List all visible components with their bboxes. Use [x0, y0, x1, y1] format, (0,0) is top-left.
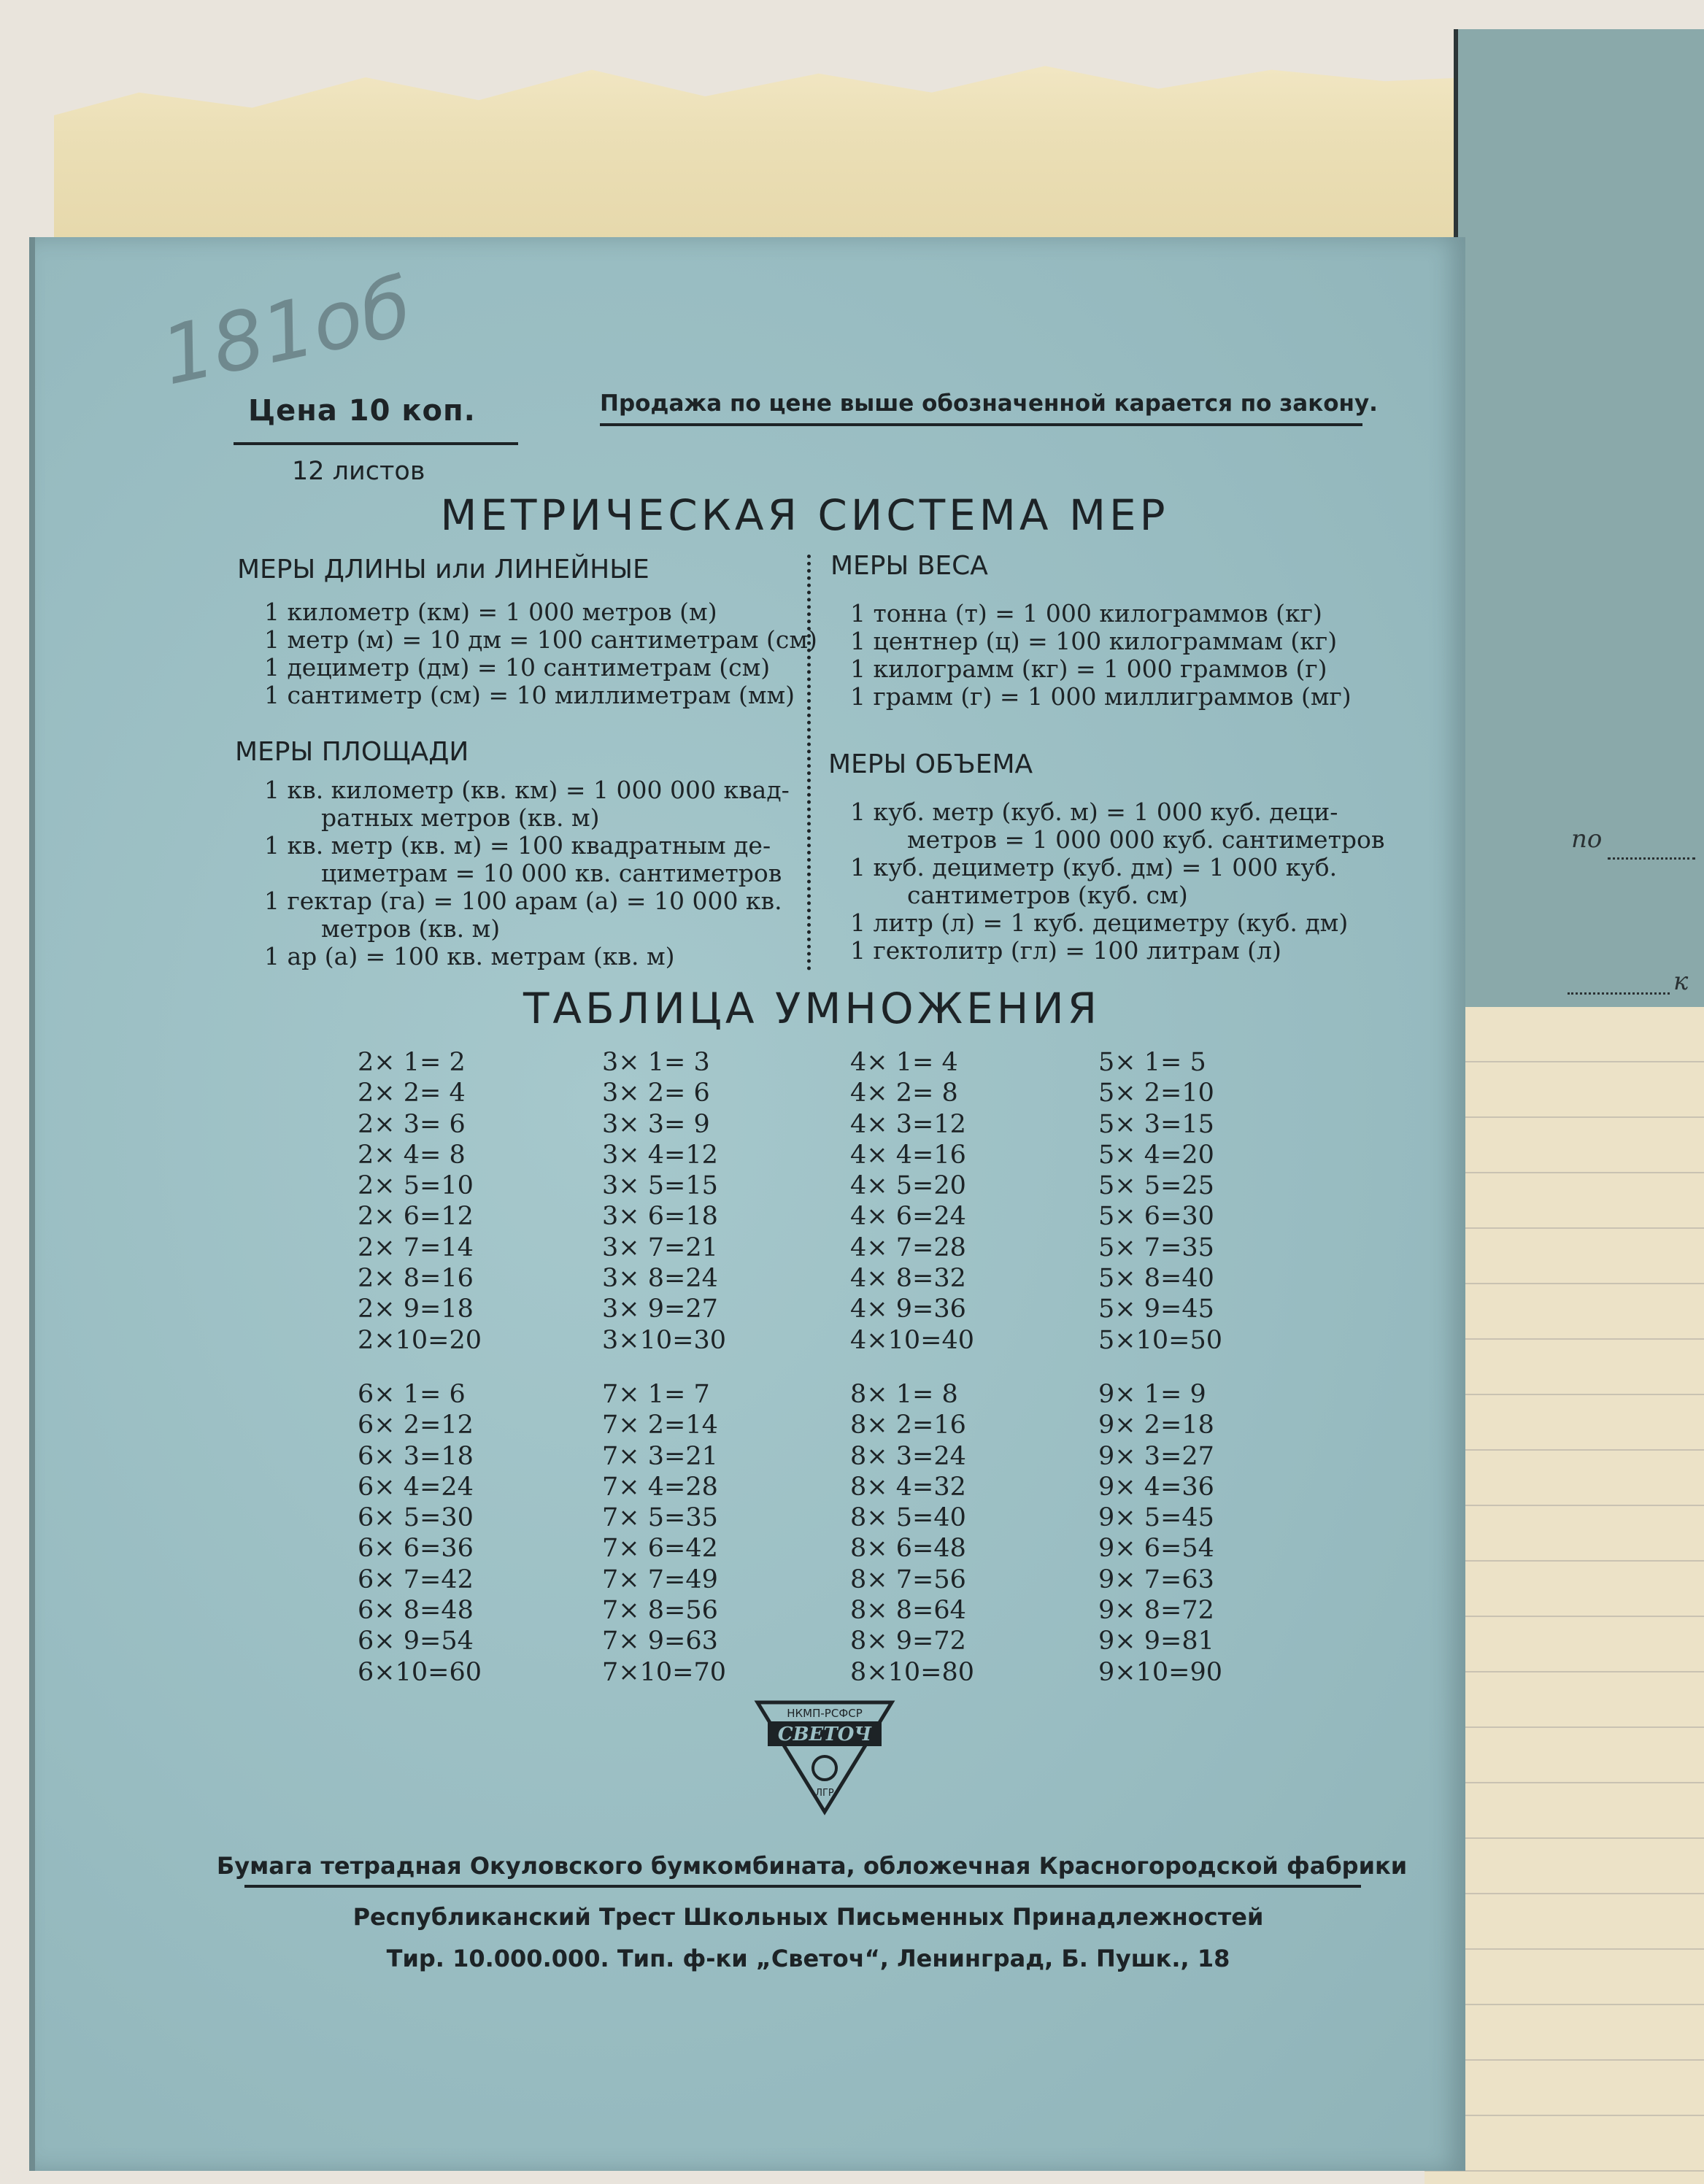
multiplication-row: 2× 2= 4 — [358, 1079, 466, 1108]
multiplication-row: 3× 5=15 — [602, 1171, 718, 1201]
area-line: ратных метров (кв. м) — [321, 803, 600, 832]
multiplication-column-3 — [602, 1047, 726, 1356]
length-heading: МЕРЫ ДЛИНЫ или ЛИНЕЙНЫЕ — [237, 555, 649, 584]
multiplication-row: 4× 4=16 — [850, 1140, 966, 1170]
sheet-count: 12 листов — [292, 457, 425, 486]
multiplication-column-6 — [358, 1379, 482, 1688]
right-label-po: по — [1571, 825, 1603, 854]
price-underline — [234, 442, 518, 445]
right-dotted-line-2 — [1568, 992, 1670, 995]
length-line: 1 сантиметр (см) = 10 миллиметрам (мм) — [264, 681, 795, 709]
volume-line: 1 куб. метр (куб. м) = 1 000 куб. деци- — [850, 798, 1338, 826]
footer-print-info: Тир. 10.000.000. Тип. ф-ки „Светоч“, Ленинград, Б. Пушк., 18 — [386, 1945, 1230, 1972]
multiplication-row: 4× 7=28 — [850, 1232, 966, 1262]
multiplication-row: 9× 7=63 — [1098, 1564, 1214, 1594]
multiplication-row: 5× 6=30 — [1098, 1202, 1214, 1232]
multiplication-row: 5×10=50 — [1098, 1325, 1222, 1355]
underlying-page-strip — [54, 58, 1470, 248]
multiplication-row: 5× 5=25 — [1098, 1171, 1214, 1201]
multiplication-row: 4× 9=36 — [850, 1294, 966, 1324]
multiplication-row: 7× 5=35 — [602, 1503, 718, 1533]
multiplication-column-2 — [358, 1047, 482, 1356]
multiplication-column-5 — [1098, 1047, 1222, 1356]
multiplication-row: 5× 4=20 — [1098, 1140, 1214, 1170]
multiplication-row: 3× 2= 6 — [602, 1079, 710, 1108]
multiplication-row: 7× 4=28 — [602, 1472, 718, 1502]
multiplication-row: 3× 1= 3 — [602, 1048, 710, 1077]
area-line: 1 ар (а) = 100 кв. метрам (кв. м) — [264, 942, 675, 971]
multiplication-row: 8× 9=72 — [850, 1627, 966, 1656]
multiplication-row: 5× 8=40 — [1098, 1264, 1214, 1294]
right-cover-page — [1454, 29, 1704, 1051]
multiplication-row: 9× 3=27 — [1098, 1441, 1214, 1471]
multiplication-row: 9× 4=36 — [1098, 1472, 1214, 1502]
area-heading: МЕРЫ ПЛОЩАДИ — [235, 737, 469, 767]
multiplication-column-7 — [602, 1379, 726, 1688]
multiplication-row: 8× 7=56 — [850, 1564, 966, 1594]
area-line: циметрам = 10 000 кв. сантиметров — [321, 859, 782, 887]
footer-trust: Республиканский Трест Школьных Письменных Принадлежностей — [352, 1903, 1264, 1931]
multiplication-row: 9× 5=45 — [1098, 1503, 1214, 1533]
length-line: 1 километр (км) = 1 000 метров (м) — [264, 598, 717, 626]
multiplication-row: 8× 5=40 — [850, 1503, 966, 1533]
multiplication-row: 3× 3= 9 — [602, 1109, 710, 1139]
multiplication-row: 4×10=40 — [850, 1325, 974, 1355]
multiplication-row: 9× 9=81 — [1098, 1627, 1214, 1656]
weight-line: 1 тонна (т) = 1 000 килограммов (кг) — [850, 599, 1322, 628]
multiplication-row: 5× 1= 5 — [1098, 1048, 1206, 1077]
multiplication-row: 7× 1= 7 — [602, 1380, 710, 1409]
volume-lines — [850, 798, 1384, 965]
multiplication-row: 4× 1= 4 — [850, 1048, 958, 1077]
logo-top-text: НКМП-РСФСР — [787, 1707, 863, 1720]
multiplication-row: 8× 6=48 — [850, 1534, 966, 1564]
multiplication-row: 4× 5=20 — [850, 1171, 966, 1201]
weight-line: 1 килограмм (кг) = 1 000 граммов (г) — [850, 655, 1327, 683]
multiplication-row: 9× 6=54 — [1098, 1534, 1214, 1564]
multiplication-row: 6× 1= 6 — [358, 1380, 466, 1409]
right-lined-paper — [1425, 1007, 1704, 2184]
multiplication-row: 7× 3=21 — [602, 1441, 718, 1471]
multiplication-row: 2× 9=18 — [358, 1294, 474, 1324]
multiplication-row: 6× 9=54 — [358, 1627, 474, 1656]
footer-rule — [244, 1885, 1361, 1888]
logo-emblem — [813, 1756, 836, 1780]
multiplication-row: 6× 3=18 — [358, 1441, 474, 1471]
multiplication-row: 2× 3= 6 — [358, 1109, 466, 1139]
multiplication-row: 7× 7=49 — [602, 1564, 718, 1594]
multiplication-row: 4× 2= 8 — [850, 1079, 958, 1108]
area-line: 1 гектар (га) = 100 арам (а) = 10 000 кв. — [264, 887, 782, 915]
multiplication-row: 2× 4= 8 — [358, 1140, 466, 1170]
multiplication-row: 2×10=20 — [358, 1325, 482, 1355]
multiplication-row: 9× 1= 9 — [1098, 1380, 1206, 1409]
multiplication-row: 8× 4=32 — [850, 1472, 966, 1502]
multiplication-row: 7× 9=63 — [602, 1627, 718, 1656]
weight-line: 1 грамм (г) = 1 000 миллиграммов (мг) — [850, 682, 1352, 711]
logo-brand: СВЕТОЧ — [777, 1724, 872, 1745]
multiplication-row: 7× 8=56 — [602, 1596, 718, 1626]
multiplication-column-4 — [850, 1047, 974, 1356]
multiplication-row: 8× 8=64 — [850, 1596, 966, 1626]
logo-city: ЛГР — [815, 1788, 834, 1799]
area-line: 1 кв. метр (кв. м) = 100 квадратным де- — [264, 831, 771, 860]
multiplication-row: 3× 7=21 — [602, 1232, 718, 1262]
multiplication-row: 3× 6=18 — [602, 1202, 718, 1232]
multiplication-row: 6× 2=12 — [358, 1411, 474, 1440]
multiplication-row: 2× 7=14 — [358, 1232, 474, 1262]
svetoch-logo — [752, 1697, 898, 1817]
multiplication-row: 7× 6=42 — [602, 1534, 718, 1564]
multiplication-row: 2× 6=12 — [358, 1202, 474, 1232]
multiplication-row: 5× 7=35 — [1098, 1232, 1214, 1262]
multiplication-row: 9× 2=18 — [1098, 1411, 1214, 1440]
multiplication-column-9 — [1098, 1379, 1222, 1688]
right-label-k: к — [1673, 967, 1689, 996]
multiplication-column-8 — [850, 1379, 974, 1688]
volume-line: 1 куб. дециметр (куб. дм) = 1 000 куб. — [850, 853, 1338, 881]
weight-lines — [850, 600, 1352, 711]
volume-line: 1 гектолитр (гл) = 100 литрам (л) — [850, 936, 1281, 965]
metric-title: МЕТРИЧЕСКАЯ СИСТЕМА МЕР — [440, 490, 1169, 540]
multiplication-row: 3×10=30 — [602, 1325, 726, 1355]
multiplication-title: ТАБЛИЦА УМНОЖЕНИЯ — [523, 984, 1101, 1033]
multiplication-row: 5× 3=15 — [1098, 1109, 1214, 1139]
multiplication-row: 3× 9=27 — [602, 1294, 718, 1324]
volume-line: 1 литр (л) = 1 куб. дециметру (куб. дм) — [850, 908, 1349, 937]
area-line: 1 кв. километр (кв. км) = 1 000 000 квад- — [264, 776, 790, 804]
weight-line: 1 центнер (ц) = 100 килограммам (кг) — [850, 627, 1338, 655]
multiplication-row: 8× 2=16 — [850, 1411, 966, 1440]
multiplication-row: 5× 9=45 — [1098, 1294, 1214, 1324]
multiplication-row: 6× 8=48 — [358, 1596, 474, 1626]
multiplication-row: 6× 5=30 — [358, 1503, 474, 1533]
handwritten-note: 181об — [153, 259, 420, 404]
multiplication-row: 4× 6=24 — [850, 1202, 966, 1232]
footer-paper-note: Бумага тетрадная Окуловского бумкомбината, обложечная Красногородской фабрики — [216, 1852, 1408, 1880]
multiplication-row: 7× 2=14 — [602, 1411, 718, 1440]
price-label: Цена 10 коп. — [248, 394, 476, 428]
multiplication-row: 3× 4=12 — [602, 1140, 718, 1170]
multiplication-row: 7×10=70 — [602, 1657, 726, 1687]
multiplication-row: 8×10=80 — [850, 1657, 974, 1687]
multiplication-row: 9×10=90 — [1098, 1657, 1222, 1687]
multiplication-row: 8× 3=24 — [850, 1441, 966, 1471]
multiplication-row: 4× 3=12 — [850, 1109, 966, 1139]
multiplication-row: 5× 2=10 — [1098, 1079, 1214, 1108]
multiplication-row: 9× 8=72 — [1098, 1596, 1214, 1626]
multiplication-row: 4× 8=32 — [850, 1264, 966, 1294]
length-line: 1 дециметр (дм) = 10 сантиметрам (см) — [264, 653, 771, 682]
multiplication-row: 8× 1= 8 — [850, 1380, 958, 1409]
volume-line: метров = 1 000 000 куб. сантиметров — [907, 825, 1385, 854]
multiplication-row: 2× 5=10 — [358, 1171, 474, 1201]
multiplication-row: 6×10=60 — [358, 1657, 482, 1687]
legal-notice: Продажа по цене выше обозначенной карается по закону. — [600, 390, 1378, 417]
volume-heading: МЕРЫ ОБЪЕМА — [828, 749, 1033, 779]
multiplication-row: 6× 4=24 — [358, 1472, 474, 1502]
area-lines — [264, 776, 790, 971]
multiplication-row: 3× 8=24 — [602, 1264, 718, 1294]
length-line: 1 метр (м) = 10 дм = 100 сантиметрам (см) — [264, 625, 817, 654]
right-dotted-line — [1608, 857, 1695, 860]
area-line: метров (кв. м) — [321, 914, 501, 943]
multiplication-row: 2× 8=16 — [358, 1264, 474, 1294]
multiplication-row: 6× 7=42 — [358, 1564, 474, 1594]
volume-line: сантиметров (куб. см) — [907, 881, 1188, 909]
column-separator — [807, 555, 811, 971]
weight-heading: МЕРЫ ВЕСА — [830, 551, 988, 581]
legal-underline — [600, 423, 1362, 426]
multiplication-row: 6× 6=36 — [358, 1534, 474, 1564]
length-lines — [264, 598, 817, 709]
multiplication-row: 2× 1= 2 — [358, 1048, 466, 1077]
